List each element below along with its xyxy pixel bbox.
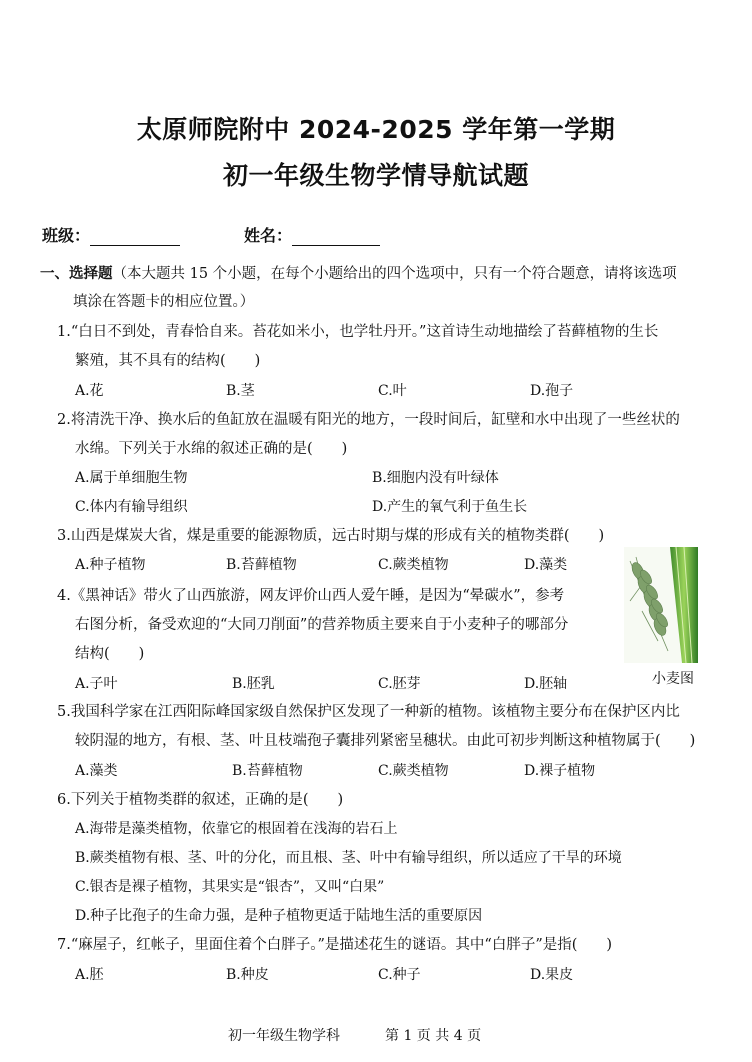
q3-option-b: B.苔藓植物 [226, 557, 297, 573]
q7-option-c: C.种子 [378, 967, 421, 983]
exam-title: 太原师院附中 2024-2025 学年第一学期 [136, 115, 616, 144]
q2-option-b: B.细胞内没有叶绿体 [372, 470, 499, 486]
figure-caption: 小麦图 [652, 671, 694, 687]
section-instructions: 一、选择题（本大题共 15 个小题，在每个小题给出的四个选项中，只有一个符合题意，请将该选项 [40, 266, 677, 282]
question-4-line3: 结构( ) [75, 646, 145, 662]
wheat-image [624, 547, 698, 663]
q5-option-b: B.苔藓植物 [232, 763, 303, 779]
wheat-icon [624, 547, 698, 663]
q2-option-a: A.属于单细胞生物 [75, 470, 188, 486]
question-2-line2: 水绵。下列关于水绵的叙述正确的是( ) [75, 441, 348, 457]
q1-option-a: A.花 [75, 383, 104, 399]
class-label: 班级： [42, 226, 91, 245]
q5-option-a: A.藻类 [75, 763, 118, 779]
q4-option-b: B.胚乳 [232, 676, 275, 692]
question-1-line2: 繁殖，其不具有的结构( ) [75, 353, 261, 369]
q7-option-b: B.种皮 [226, 967, 269, 983]
question-5-line1: 5.我国科学家在江西阳际峰国家级自然保护区发现了一种新的植物。该植物主要分布在保护区内比 [57, 704, 680, 720]
q7-option-a: A.胚 [75, 967, 104, 983]
name-label: 姓名： [244, 226, 293, 245]
q3-option-a: A.种子植物 [75, 557, 146, 573]
exam-subtitle: 初一年级生物学情导航试题 [222, 161, 529, 190]
q6-option-c: C.银杏是裸子植物，其果实是“银杏”，又叫“白果” [75, 879, 385, 895]
q1-option-d: D.孢子 [530, 383, 574, 399]
q4-option-d: D.胚轴 [524, 676, 568, 692]
class-blank [90, 227, 180, 246]
q4-option-c: C.胚芽 [378, 676, 421, 692]
section-heading: 一、选择题 [40, 266, 113, 282]
q4-option-a: A.子叶 [75, 676, 118, 692]
section-instructions-cont: 填涂在答题卡的相应位置。） [73, 294, 255, 310]
name-field [244, 223, 380, 246]
q5-option-d: D.裸子植物 [524, 763, 596, 779]
question-4-line2: 右图分析，备受欢迎的“大同刀削面”的营养物质主要来自于小麦种子的哪部分 [75, 617, 569, 633]
q3-option-d: D.藻类 [524, 557, 568, 573]
question-7-line1: 7.“麻屋子，红帐子，里面住着个白胖子。”是描述花生的谜语。其中“白胖子”是指( ) [57, 937, 613, 953]
name-blank [292, 227, 380, 246]
question-4-line1: 4.《黑神话》带火了山西旅游，网友评价山西人爱午睡，是因为“晕碳水”，参考 [57, 588, 565, 604]
question-3-line1: 3.山西是煤炭大省，煤是重要的能源物质，远古时期与煤的形成有关的植物类群( ) [57, 528, 605, 544]
q2-option-d: D.产生的氧气利于鱼生长 [372, 499, 528, 515]
question-1-line1: 1.“白日不到处，青春恰自来。苔花如米小，也学牡丹开。”这首诗生动地描绘了苔藓植物的生长 [57, 324, 659, 340]
question-5-line2: 较阴湿的地方，有根、茎、叶且枝端孢子囊排列紧密呈穗状。由此可初步判断这种植物属于( ) [75, 733, 696, 749]
class-field [42, 223, 180, 246]
q5-option-c: C.蕨类植物 [378, 763, 449, 779]
footer-subject: 初一年级生物学科 [228, 1028, 340, 1044]
q1-option-b: B.茎 [226, 383, 255, 399]
q6-option-a: A.海带是藻类植物，依靠它的根固着在浅海的岩石上 [75, 821, 398, 837]
q7-option-d: D.果皮 [530, 967, 574, 983]
q3-option-c: C.蕨类植物 [378, 557, 449, 573]
q2-option-c: C.体内有输导组织 [75, 499, 188, 515]
question-2-line1: 2.将清洗干净、换水后的鱼缸放在温暖有阳光的地方，一段时间后，缸壁和水中出现了一些丝状的 [57, 412, 680, 428]
q6-option-b: B.蕨类植物有根、茎、叶的分化，而且根、茎、叶中有输导组织，所以适应了干旱的环境 [75, 850, 622, 866]
question-6-line1: 6.下列关于植物类群的叙述，正确的是( ) [57, 792, 344, 808]
footer-page-number: 第 1 页 共 4 页 [385, 1028, 482, 1044]
q6-option-d: D.种子比孢子的生命力强，是种子植物更适于陆地生活的重要原因 [75, 908, 483, 924]
q1-option-c: C.叶 [378, 383, 407, 399]
